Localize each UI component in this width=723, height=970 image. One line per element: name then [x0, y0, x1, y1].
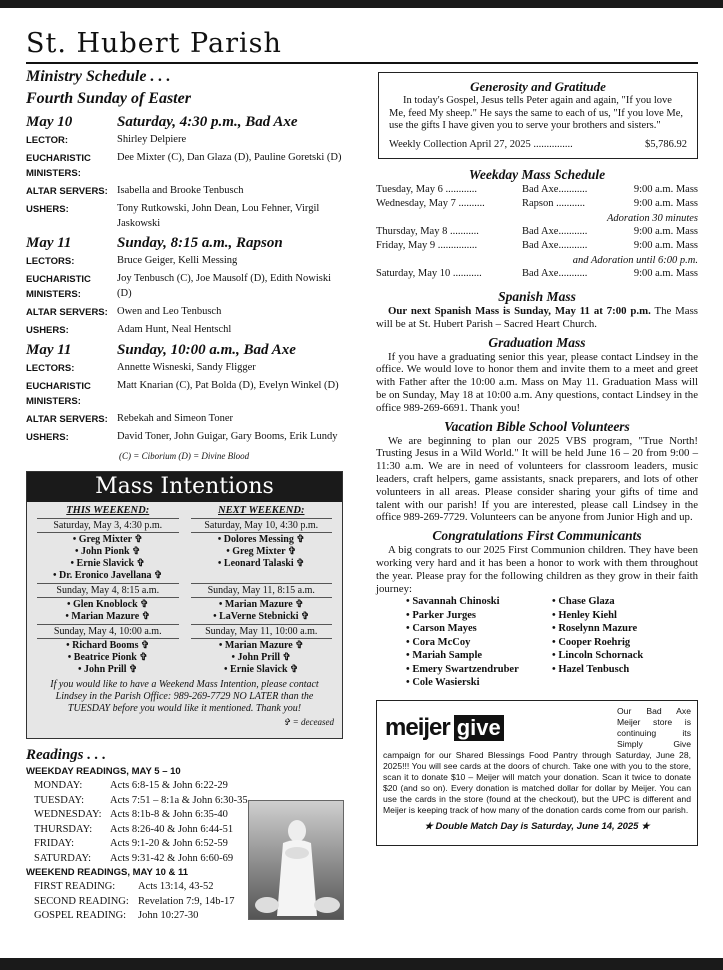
reading-ref: Acts 9:1-20 & John 6:52-59 — [110, 838, 228, 849]
top-bar — [0, 0, 723, 8]
reading-ref: Acts 8:26-40 & John 6:44-51 — [110, 823, 234, 835]
list-item: • Cooper Roehrig — [552, 636, 698, 650]
list-item: • Mariah Sample — [406, 649, 552, 663]
next-weekend-label: NEXT WEEKEND: — [218, 505, 305, 516]
weekday-mass-table — [376, 183, 698, 282]
good-shepherd-image — [248, 800, 344, 920]
role-value: Matt Knarian (C), Pat Bolda (D), Evelyn Winkel (D) — [117, 380, 339, 391]
generosity-text: In today's Gospel, Jesus tells Peter again and again, "If you love Me, feed My sheep." He says the same to each of us, "If you love Me, use the gifts I have given you to serve your brothers and sisters." — [389, 95, 684, 131]
service-block — [26, 233, 346, 338]
list-item: • Chase Glaza — [552, 595, 698, 609]
service-title: Sunday, 8:15 a.m., Rapson — [117, 235, 283, 251]
mass-time: 9:00 a.m. Mass — [633, 183, 698, 195]
intention-name: • Greg Mixter ✞ — [226, 546, 297, 557]
intention-name: • Marian Mazure ✞ — [65, 611, 151, 622]
service-block — [26, 112, 346, 231]
reading-type: GOSPEL READING: — [34, 910, 127, 921]
intention-date: Saturday, May 3, 4:30 p.m. — [37, 518, 179, 533]
collection-value: $5,786.92 — [645, 138, 687, 150]
spanish-mass-heading: Spanish Mass — [498, 289, 576, 304]
mass-place: Bad Axe........... — [522, 240, 588, 251]
role-value: Adam Hunt, Neal Hentschl — [117, 324, 232, 335]
service-title: Sunday, 10:00 a.m., Bad Axe — [117, 342, 296, 358]
role-value: Annette Wisneski, Sandy Fligger — [117, 362, 256, 373]
role-value: Joy Tenbusch (C), Joe Mausolf (D), Edith Nowiski (D) — [117, 273, 332, 299]
list-item: • Savannah Chinoski — [406, 595, 552, 609]
logo-spacer — [501, 706, 617, 746]
role-value: Tony Rutkowski, John Dean, Lou Fehner, Virgil Jaskowski — [117, 203, 320, 229]
weekday-readings-label: WEEKDAY READINGS, MAY 5 – 10 — [26, 766, 181, 777]
role-label: LECTOR: — [26, 135, 69, 146]
role-label: ALTAR SERVERS: — [26, 307, 108, 318]
mass-time: 9:00 a.m. Mass — [633, 225, 698, 237]
next-weekend-column — [185, 504, 339, 676]
role-value: Shirley Delpiere — [117, 134, 187, 145]
spanish-mass-text — [376, 305, 698, 331]
intention-name: • Ernie Slavick ✞ — [70, 558, 145, 569]
reading-type: SECOND READING: — [34, 895, 129, 907]
role-value: Bruce Geiger, Kelli Messing — [117, 255, 238, 266]
service-title: Saturday, 4:30 p.m., Bad Axe — [117, 114, 298, 130]
list-item: • Roselynn Mazure — [552, 622, 698, 636]
reading-ref: Acts 8:1b-8 & John 6:35-40 — [110, 809, 228, 820]
ministry-legend: (C) = Ciborium (D) = Divine Blood — [119, 451, 250, 461]
intention-name: • Marian Mazure ✞ — [218, 599, 304, 610]
role-label: ALTAR SERVERS: — [26, 186, 108, 197]
mass-note: and Adoration until 6:00 p.m. — [572, 254, 698, 266]
mass-day: Tuesday, May 6 ............ — [376, 183, 478, 195]
graduation-heading: Graduation Mass — [488, 334, 586, 350]
generosity-box — [378, 72, 698, 159]
intention-name: • Ernie Slavick ✞ — [224, 664, 299, 675]
spanish-mass-bold: Our next Spanish Mass is Sunday, May 11 at 7:00 p.m. — [388, 305, 651, 317]
role-label: ALTAR SERVERS: — [26, 414, 108, 425]
intention-name: • Leonard Talaski ✞ — [217, 558, 305, 569]
intention-date: Sunday, May 4, 10:00 a.m. — [37, 624, 179, 639]
role-label: EUCHARISTIC MINISTERS: — [26, 153, 91, 179]
mass-note: Adoration 30 minutes — [607, 212, 698, 224]
vbs-text: We are beginning to plan our 2025 VBS program, "True North! Trusting Jesus in a Wild World." It will be held June 16 – 20 from 9:00 – 11:30 a.m. We are in need of volunteers for classroom leaders, music leaders, craft helpers, game assistants, snack preparers, and lots of other volunteers in all areas. Please consider sharing your gifts of time and talent with our parish! If you are interested, please call Lindsey in the office 989-269-7729. Volunteers can be anyone from Junior High and up. — [376, 434, 698, 524]
list-item: • Henley Kiehl — [552, 609, 698, 623]
role-label: USHERS: — [26, 325, 69, 336]
title-rule — [26, 62, 698, 64]
meijer-body: Our Bad Axe Meijer store is continuing its Simply Give campaign for our Shared Blessings Food Pantry through Saturday, June 28, 2025!!! You will see cards at the doors of church. Take one with you to the store, scan it to donate $10 – Meijer will match your donation. Scan it twice to donate $20 (and so on). Every donation is matched dollar for dollar by Meijer. You can use the cards in the store (found at the checkout), but the UPC is different and Meijer is keeping track of how many of the donation cards come from our parish. — [383, 705, 691, 815]
reading-type: FIRST READING: — [34, 881, 116, 892]
role-value: David Toner, John Guigar, Gary Booms, Erik Lundy — [117, 431, 338, 442]
intention-name: • Glen Knoblock ✞ — [66, 599, 149, 610]
right-column — [376, 72, 698, 846]
list-item: • Carson Mayes — [406, 622, 552, 636]
reading-ref: Revelation 7:9, 14b-17 — [138, 895, 235, 907]
collection-label: Weekly Collection April 27, 2025 ............... — [389, 138, 573, 150]
intention-name: • Dolores Messing ✞ — [217, 534, 305, 545]
role-value: Dee Mixter (C), Dan Glaza (D), Pauline Goretski (D) — [117, 152, 342, 163]
readings-heading: Readings . . . — [26, 747, 107, 763]
role-value: Rebekah and Simeon Toner — [117, 413, 234, 424]
reading-ref: John 10:27-30 — [138, 910, 199, 921]
meijer-box — [376, 700, 698, 846]
reading-ref: Acts 7:51 – 8:1a & John 6:30-35 — [110, 794, 248, 806]
communicants-text: A big congrats to our 2025 First Communion children. They have been working very hard and it has been a honor to work with them throughout the year. Please pray for the following children as they grow in their faith journey: — [376, 544, 698, 595]
role-label: LECTORS: — [26, 363, 75, 374]
bottom-bar — [0, 958, 723, 970]
intention-date: Sunday, May 4, 8:15 a.m. — [37, 583, 179, 598]
mass-place: Bad Axe........... — [522, 267, 588, 279]
reading-day: WEDNESDAY: — [34, 809, 102, 820]
reading-day: THURSDAY: — [34, 823, 93, 835]
list-item: • Emery Swartzendruber — [406, 663, 552, 677]
reading-day: SATURDAY: — [34, 852, 91, 864]
intention-name: • John Prill ✞ — [78, 664, 138, 675]
reading-ref: Acts 6:8-15 & John 6:22-29 — [110, 780, 228, 791]
give-logo-text: give — [454, 715, 504, 741]
intention-date: Sunday, May 11, 10:00 a.m. — [191, 624, 333, 639]
ministry-subheading: Fourth Sunday of Easter — [26, 90, 191, 107]
ministry-heading: Ministry Schedule . . . — [26, 68, 171, 85]
mass-day: Saturday, May 10 ........... — [376, 267, 482, 279]
weekday-mass-heading: Weekday Mass Schedule — [468, 166, 606, 182]
service-block — [26, 340, 346, 445]
ministry-schedule — [26, 66, 346, 464]
graduation-text: If you have a graduating senior this year, please contact Lindsey in the office. We would love to honor them and invite them to a meet and greet with Father after the 10:00 a.m. Mass on May 11. Graduation Mass will be on Sunday, May 18 at 10:00 a.m. Any questions, contact Lindsey in the office 989-269-6691. Thank you! — [376, 350, 698, 414]
mass-time: 9:00 a.m. Mass — [633, 240, 698, 251]
role-label: LECTORS: — [26, 256, 75, 267]
this-weekend-column — [31, 504, 185, 676]
intention-name: • LaVerne Stebnicki ✞ — [213, 611, 310, 622]
mass-day: Thursday, May 8 ........... — [376, 225, 479, 237]
role-label: EUCHARISTIC MINISTERS: — [26, 274, 91, 300]
meijer-text — [383, 706, 691, 816]
mass-place: Bad Axe........... — [522, 225, 588, 237]
deceased-legend: ✞ = deceased — [282, 717, 334, 727]
role-value: Isabella and Brooke Tenbusch — [117, 185, 244, 196]
reading-day: FRIDAY: — [34, 838, 75, 849]
mass-place: Rapson ........... — [522, 198, 585, 209]
intention-name: • Greg Mixter ✞ — [72, 534, 143, 545]
list-item: • Lincoln Schornack — [552, 649, 698, 663]
mass-time: 9:00 a.m. Mass — [633, 198, 698, 209]
role-value: Owen and Leo Tenbusch — [117, 306, 222, 317]
generosity-heading: Generosity and Gratitude — [470, 79, 606, 94]
intention-name: • Dr. Eronico Javellana ✞ — [53, 570, 163, 581]
list-item: • Parker Jurges — [406, 609, 552, 623]
spanish-mass-rest: The Mass will be at St. Hubert Parish – Sacred Heart Church. — [376, 305, 698, 330]
mass-day: Friday, May 9 ............... — [376, 240, 478, 251]
vbs-heading: Vacation Bible School Volunteers — [444, 418, 630, 434]
reading-ref: Acts 9:31-42 & John 6:60-69 — [110, 852, 234, 864]
list-item: • Cora McCoy — [406, 636, 552, 650]
service-date: May 10 — [26, 114, 73, 130]
role-label: USHERS: — [26, 204, 69, 215]
reading-day: MONDAY: — [34, 780, 83, 791]
list-item: • Hazel Tenbusch — [552, 663, 698, 677]
service-date: May 11 — [26, 235, 72, 251]
intention-name: • John Pionk ✞ — [74, 546, 141, 557]
meijer-logo-text: meijer — [385, 713, 450, 741]
intention-name: • Richard Booms ✞ — [66, 640, 150, 651]
reading-ref: Acts 13:14, 43-52 — [138, 881, 214, 892]
service-date: May 11 — [26, 342, 72, 358]
intention-date: Sunday, May 11, 8:15 a.m. — [191, 583, 333, 598]
this-weekend-label: THIS WEEKEND: — [66, 505, 150, 516]
intention-name: • John Prill ✞ — [231, 652, 291, 663]
role-label: EUCHARISTIC MINISTERS: — [26, 381, 91, 407]
reading-day: TUESDAY: — [34, 794, 84, 806]
mass-time: 9:00 a.m. Mass — [633, 267, 698, 279]
list-item: • Cole Wasierski — [406, 676, 552, 690]
mass-place: Bad Axe........... — [522, 183, 588, 195]
intention-name: • Beatrice Pionk ✞ — [67, 652, 148, 663]
mass-intentions-footer: If you would like to have a Weekend Mass Intention, please contact Lindsey in the Parish Office: 989-269-7729 NO LATER than the TUESDAY before you would like it mentioned. Thank you! — [50, 679, 319, 714]
intention-name: • Marian Mazure ✞ — [218, 640, 304, 651]
meijer-footer: ★ Double Match Day is Saturday, June 14, 2025 ★ — [424, 820, 650, 832]
role-label: USHERS: — [26, 432, 69, 443]
mass-intentions-box — [26, 471, 343, 739]
weekend-readings-label: WEEKEND READINGS, MAY 10 & 11 — [26, 867, 189, 878]
communicants-list — [376, 595, 698, 690]
communicants-heading: Congratulations First Communicants — [432, 528, 642, 544]
mass-intentions-title: Mass Intentions — [27, 472, 342, 502]
intention-date: Saturday, May 10, 4:30 p.m. — [191, 518, 333, 533]
mass-day: Wednesday, May 7 .......... — [376, 198, 485, 209]
page-title: St. Hubert Parish — [26, 28, 282, 59]
